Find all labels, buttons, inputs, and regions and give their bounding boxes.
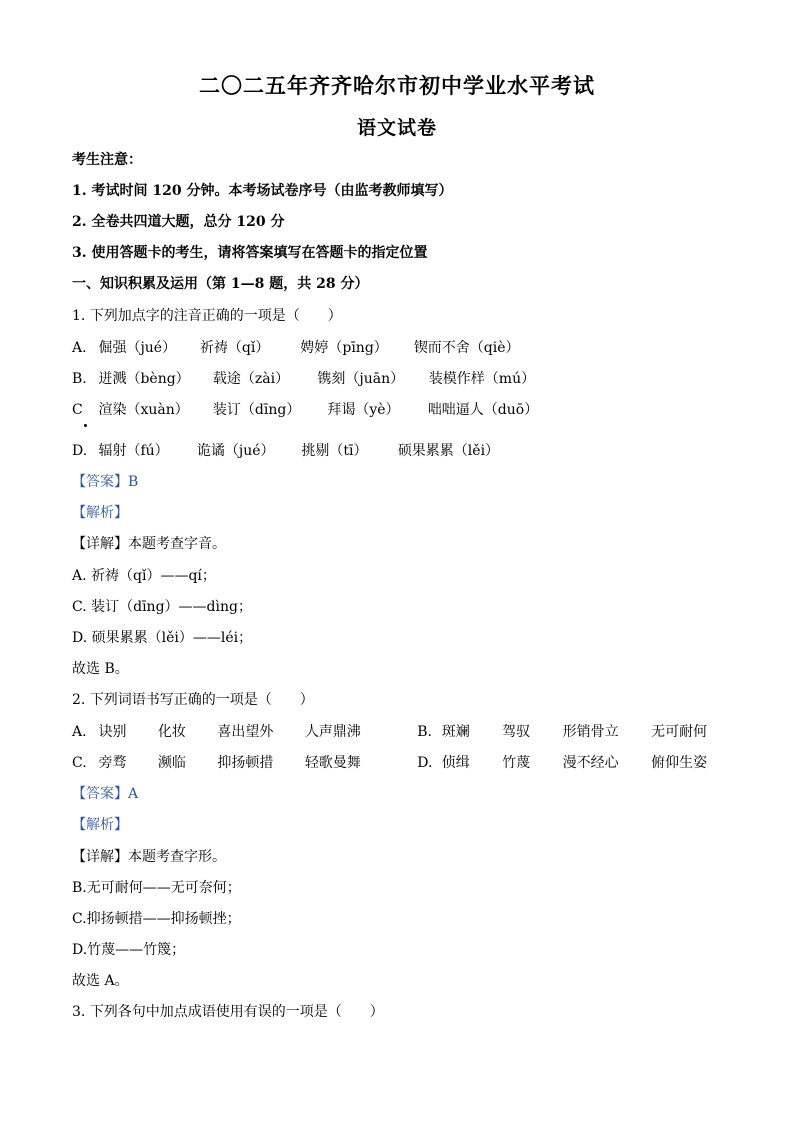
q2-explain-d: D.竹蔑——竹篾； <box>72 942 186 958</box>
option-item: 辐射（fú） <box>98 443 169 459</box>
option-item: 人声鼎沸 <box>304 724 361 740</box>
option-item: 抑扬顿措 <box>217 755 274 771</box>
notice-item-1: 1. 考试时间 120 分钟。本考场试卷序号（由监考教师填写） <box>72 183 453 199</box>
q1-option-d <box>72 441 499 461</box>
notice-item-2: 2. 全卷共四道大题，总分 120 分 <box>72 214 285 230</box>
option-item: 侦缉 <box>441 755 470 771</box>
q1-conclusion: 故选 B。 <box>72 661 129 677</box>
section-heading: 一、知识积累及运用（第 1—8 题，共 28 分） <box>72 276 369 292</box>
option-label: D. <box>72 443 88 459</box>
option-item: 锲而不舍（qiè） <box>413 340 520 356</box>
option-label: C <box>72 402 83 418</box>
q1-answer: 【答案】B <box>72 474 139 490</box>
option-item: 化妆 <box>157 724 186 740</box>
q1-option-c <box>72 400 538 420</box>
option-item: 迸溅（bèng） <box>98 371 190 387</box>
option-item: 渲染（xuàn） <box>98 402 189 418</box>
option-label: D. <box>417 755 433 771</box>
option-item: 装订（dīng） <box>212 402 301 418</box>
q1-explain-d: D. 硕果累累（lěi）——léi； <box>72 630 253 646</box>
q2-detail: 【详解】本题考查字形。 <box>72 849 226 865</box>
option-label: A. <box>72 724 87 740</box>
q1-stem: 1. 下列加点字的注音正确的一项是（ ） <box>72 308 342 324</box>
q2-answer: 【答案】A <box>72 786 139 802</box>
q2-stem: 2. 下列词语书写正确的一项是（ ） <box>72 692 314 708</box>
option-item: 挑剔（tī） <box>301 443 368 459</box>
option-label: B. <box>72 371 87 387</box>
option-item: 诡谲（jué） <box>196 443 275 459</box>
option-item: 驾驭 <box>502 724 531 740</box>
q2-options-cd <box>72 753 707 773</box>
option-item: 载途（zài） <box>212 371 290 387</box>
option-item: 装模作样（mú） <box>428 371 536 387</box>
option-item: 斑斓 <box>441 724 470 740</box>
exam-title: 二〇二五年齐齐哈尔市初中学业水平考试 <box>199 73 595 98</box>
option-item: 漫不经心 <box>562 755 619 771</box>
option-item: 形销骨立 <box>562 724 619 740</box>
notice-item-3: 3. 使用答题卡的考生，请将答案填写在答题卡的指定位置 <box>72 245 428 261</box>
option-item: 祈祷（qǐ） <box>199 340 270 356</box>
q2-conclusion: 故选 A。 <box>72 973 129 989</box>
q2-analysis-label: 【解析】 <box>72 817 128 833</box>
option-item: 咄咄逼人（duō） <box>427 402 539 418</box>
q1-option-b <box>72 369 535 389</box>
option-item: 倔强（jué） <box>98 340 177 356</box>
option-item: 诀别 <box>98 724 127 740</box>
option-label: A. <box>72 340 87 356</box>
option-item: 竹蔑 <box>502 755 531 771</box>
option-item: 娉婷（pīng） <box>300 340 388 356</box>
q1-option-a <box>72 338 520 358</box>
q2-explain-b: B.无可耐何——无可奈何； <box>72 880 241 896</box>
option-item: 无可耐何 <box>651 724 708 740</box>
option-item: 俯仰生姿 <box>651 755 708 771</box>
q1-detail: 【详解】本题考查字音。 <box>72 536 226 552</box>
option-item: 拜谒（yè） <box>327 402 400 418</box>
option-item: 旁骛 <box>98 755 127 771</box>
option-item: 硕果累累（lěi） <box>397 443 500 459</box>
option-item: 镌刻（juān） <box>317 371 405 387</box>
q2-options-ab <box>72 722 707 742</box>
option-item: 轻歌曼舞 <box>304 755 361 771</box>
option-label: B. <box>417 724 433 740</box>
q3-stem: 3. 下列各句中加点成语使用有误的一项是（ ） <box>72 1004 384 1020</box>
notice-heading: 考生注意： <box>72 152 142 168</box>
q1-analysis-label: 【解析】 <box>72 505 128 521</box>
option-label: C. <box>72 755 87 771</box>
exam-subtitle: 语文试卷 <box>356 117 437 139</box>
q1-explain-c: C. 装订（dīng）——dìng； <box>72 599 252 615</box>
option-item: 喜出望外 <box>217 724 274 740</box>
q2-explain-c: C.抑扬顿措——抑扬顿挫； <box>72 911 241 927</box>
stray-dot-mark <box>84 424 87 427</box>
q1-explain-a: A. 祈祷（qǐ）——qí； <box>72 568 216 584</box>
option-item: 濒临 <box>157 755 186 771</box>
